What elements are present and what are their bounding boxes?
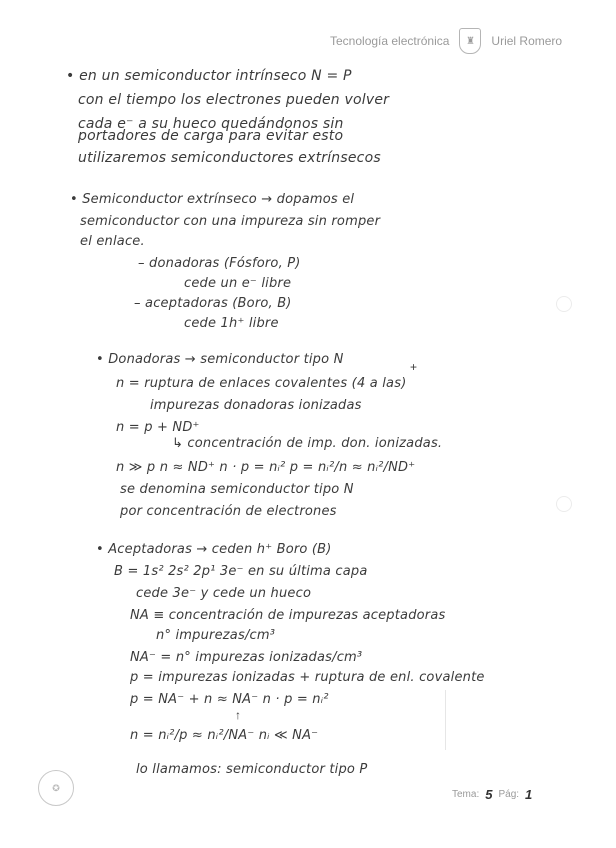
note-line: el enlace. [80,234,145,249]
bleed-through-axis [445,690,446,750]
note-line: p = impurezas ionizadas + ruptura de enl. covalente [130,670,485,685]
note-line: lo llamamos: semiconductor tipo P [136,762,368,777]
note-line: n° impurezas/cm³ [156,628,276,643]
tema-value: 5 [485,787,493,802]
note-line: NA ≡ concentración de impurezas aceptadoras [130,608,446,623]
note-line: portadores de carga para evitar esto [78,128,344,144]
tema-label: Tema: [452,789,480,800]
note-line: por concentración de electrones [120,504,337,519]
note-line: cede 1h⁺ libre [184,316,279,331]
page-header [330,28,562,54]
subject-label: Tecnología electrónica [330,34,450,48]
note-line: n = p + ND⁺ [116,420,200,435]
note-line: • Donadoras → semiconductor tipo N [96,352,344,367]
note-line: utilizaremos semiconductores extrínsecos [78,150,381,166]
pag-label: Pág: [498,789,520,800]
note-line: cede un e⁻ libre [184,276,292,291]
note-line: ↳ concentración de imp. don. ionizadas. [172,436,443,451]
note-line: cada e⁻ a su hueco quedándonos sin [78,116,344,132]
up-arrow-mark: ↑ [235,708,241,722]
note-line: n = nᵢ²/p ≈ nᵢ²/NA⁻ nᵢ ≪ NA⁻ [130,728,319,743]
note-line: p = NA⁻ + n ≈ NA⁻ n · p = nᵢ² [130,692,329,707]
note-line: NA⁻ = n° impurezas ionizadas/cm³ [130,650,363,665]
note-line: con el tiempo los electrones pueden volver [78,92,390,108]
note-line: • Aceptadoras → ceden h⁺ Boro (B) [96,542,332,557]
note-line: se denomina semiconductor tipo N [120,482,354,497]
page-footer [452,787,532,802]
note-line: • Semiconductor extrínseco → dopamos el [70,192,355,207]
note-line: n ≫ p n ≈ ND⁺ n · p = nᵢ² p = nᵢ²/n ≈ nᵢ²/ND⁺ [116,460,416,475]
crest-icon: ♜ [459,28,481,54]
bleed-through-mark [556,296,572,312]
pag-value: 1 [525,787,533,802]
note-line: impurezas donadoras ionizadas [150,398,362,413]
note-line: n = ruptura de enlaces covalentes (4 a las) [116,376,407,391]
bleed-through-mark [556,496,572,512]
university-seal-icon: ✪ [38,770,74,806]
note-line: – donadoras (Fósforo, P) [138,256,301,271]
note-line: – aceptadoras (Boro, B) [134,296,292,311]
note-line: cede 3e⁻ y cede un hueco [136,586,312,601]
plus-mark: + [410,360,418,374]
author-label: Uriel Romero [491,34,563,48]
note-line: semiconductor con una impureza sin romper [80,214,381,229]
note-line: • en un semiconductor intrínseco N = P [66,68,352,84]
note-line: B = 1s² 2s² 2p¹ 3e⁻ en su última capa [114,564,368,579]
